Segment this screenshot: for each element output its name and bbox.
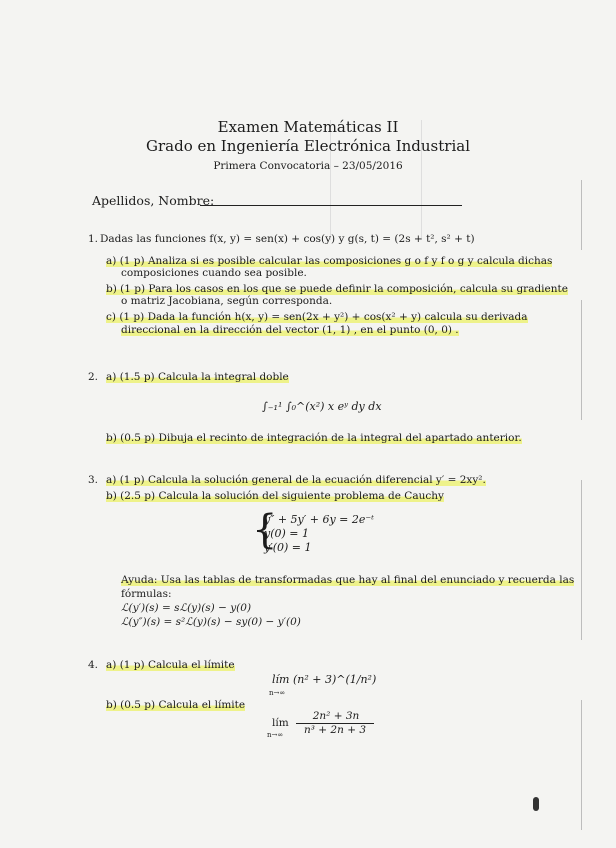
scan-edge-line bbox=[581, 480, 582, 640]
laplace-formula-2: ℒ(y″)(s) = s²ℒ(y)(s) − sy(0) − y′(0) bbox=[121, 616, 301, 628]
exam-title: Examen Matemáticas II bbox=[217, 118, 399, 136]
name-input-line[interactable] bbox=[200, 205, 462, 206]
question-4a: a) (1 p) Calcula el límite bbox=[106, 659, 235, 671]
question-2-number: 2. bbox=[88, 371, 99, 383]
cauchy-equation: y″ + 5y′ + 6y = 2e⁻ᵗ bbox=[264, 513, 374, 526]
laplace-formula-1: ℒ(y′)(s) = sℒ(y)(s) − y(0) bbox=[121, 602, 252, 614]
cauchy-initial-1: y(0) = 1 bbox=[264, 527, 310, 540]
scan-edge-line bbox=[581, 700, 582, 830]
question-3b: b) (2.5 p) Calcula la solución del siguiente problema de Cauchy bbox=[106, 490, 444, 502]
limit-b-word: lím bbox=[272, 717, 289, 729]
question-2b: b) (0.5 p) Dibuja el recinto de integración de la integral del apartado anterior. bbox=[106, 432, 522, 444]
question-3-help-line1: Ayuda: Usa las tablas de transformadas que hay al final del enunciado y recuerda las bbox=[121, 574, 575, 586]
question-1-intro: Dadas las funciones f(x, y) = sen(x) + cos(y) y g(s, t) = (2s + t², s² + t) bbox=[100, 233, 475, 245]
question-1a-line2: composiciones cuando sea posible. bbox=[121, 267, 307, 279]
question-2a: a) (1.5 p) Calcula la integral doble bbox=[106, 371, 289, 383]
question-1a-line1: a) (1 p) Analiza si es posible calcular las composiciones g o f y f o g y calcula dichas bbox=[106, 255, 553, 267]
question-3-number: 3. bbox=[88, 474, 99, 486]
system-brace: { bbox=[252, 507, 278, 553]
question-1b-line2: o matriz Jacobiana, según corresponda. bbox=[121, 295, 333, 307]
question-3-help-line2: fórmulas: bbox=[121, 588, 172, 600]
limit-a-subscript: n→∞ bbox=[269, 689, 286, 697]
limit-b-numerator: 2n² + 3n bbox=[312, 710, 360, 722]
limit-b-denominator: n³ + 2n + 3 bbox=[303, 724, 367, 736]
double-integral: ∫₋₁¹ ∫₀^(x²) x eʸ dy dx bbox=[262, 400, 382, 413]
exam-convocatoria: Primera Convocatoria – 23/05/2016 bbox=[213, 160, 403, 172]
question-1b-line1: b) (1 p) Para los casos en los que se puede definir la composición, calcula su gradiente bbox=[106, 283, 568, 295]
limit-b-subscript: n→∞ bbox=[267, 731, 284, 739]
question-1-number: 1. bbox=[88, 233, 99, 245]
exam-subtitle: Grado en Ingeniería Electrónica Industrial bbox=[146, 137, 470, 155]
limit-a: lím (n² + 3)^(1/n²) bbox=[272, 673, 377, 686]
question-4-number: 4. bbox=[88, 659, 99, 671]
question-1c-line1: c) (1 p) Dada la función h(x, y) = sen(2x + y²) + cos(x² + y) calcula su derivada bbox=[106, 311, 528, 323]
question-4b: b) (0.5 p) Calcula el límite bbox=[106, 699, 246, 711]
scan-speck bbox=[533, 797, 539, 811]
name-label: Apellidos, Nombre: bbox=[92, 193, 215, 208]
scan-edge-line bbox=[581, 180, 582, 250]
cauchy-initial-2: y′(0) = 1 bbox=[264, 541, 312, 554]
question-3a: a) (1 p) Calcula la solución general de la ecuación diferencial y′ = 2xy². bbox=[106, 474, 486, 486]
question-1c-line2: direccional en la dirección del vector (1, 1) , en el punto (0, 0) . bbox=[121, 324, 459, 336]
scan-edge-line bbox=[581, 300, 582, 420]
